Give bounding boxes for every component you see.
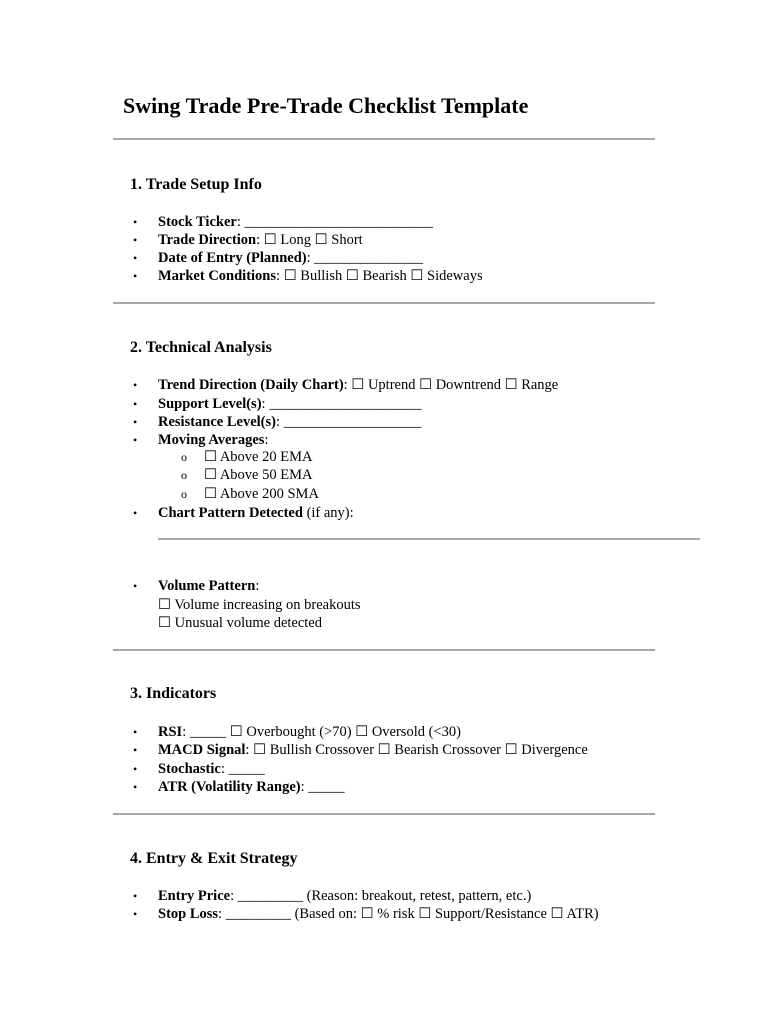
- document-title: Swing Trade Pre-Trade Checklist Template: [123, 93, 529, 118]
- item-separator: :: [276, 268, 284, 284]
- sub-bullet-icon: o: [181, 468, 187, 482]
- sub-item-label: ☐ Above 200 SMA: [204, 486, 319, 502]
- item-label: Volume Pattern: [158, 578, 256, 594]
- bullet-icon: •: [133, 506, 138, 520]
- item-label: ATR (Volatility Range): [158, 779, 301, 795]
- rsi-field[interactable]: _____ ☐ Overbought (>70) ☐ Oversold (<30): [189, 724, 461, 740]
- trade-direction-options[interactable]: ☐ Long ☐ Short: [263, 232, 363, 248]
- item-separator: :: [261, 396, 270, 412]
- item-separator: :: [306, 250, 315, 266]
- item-separator: :: [236, 214, 245, 230]
- item-separator: :: [300, 779, 309, 795]
- trend-direction-options[interactable]: ☐ Uptrend ☐ Downtrend ☐ Range: [351, 377, 559, 393]
- item-label: Resistance Level(s): [158, 414, 276, 430]
- bullet-icon: •: [133, 215, 138, 229]
- bullet-icon: •: [133, 415, 138, 429]
- item-label: Support Level(s): [158, 396, 262, 412]
- item-separator: :: [256, 232, 264, 248]
- bullet-icon: •: [133, 579, 138, 593]
- market-conditions-options[interactable]: ☐ Bullish ☐ Bearish ☐ Sideways: [283, 268, 483, 284]
- bullet-icon: •: [133, 889, 138, 903]
- stock-ticker-field[interactable]: __________________________: [244, 214, 433, 230]
- item-separator: :: [264, 432, 269, 448]
- bullet-icon: •: [133, 725, 138, 739]
- item-separator: :: [220, 761, 229, 777]
- sub-bullet-icon: o: [181, 487, 187, 501]
- stochastic-field[interactable]: _____: [228, 761, 265, 777]
- volume-option-unusual[interactable]: ☐ Unusual volume detected: [158, 615, 322, 631]
- bullet-icon: •: [133, 907, 138, 921]
- item-separator: :: [182, 724, 190, 740]
- item-note: (if any):: [306, 505, 354, 521]
- section-heading-indicators: 3. Indicators: [130, 685, 217, 702]
- item-label: Trade Direction: [158, 232, 257, 248]
- item-separator: :: [343, 377, 352, 393]
- item-label: Chart Pattern Detected: [158, 505, 303, 521]
- divider: [113, 813, 655, 815]
- item-label: RSI: [158, 724, 183, 740]
- bullet-icon: •: [133, 397, 138, 411]
- bullet-icon: •: [133, 269, 138, 283]
- bullet-icon: •: [133, 762, 138, 776]
- chart-pattern-answer-line[interactable]: [158, 538, 700, 540]
- item-separator: :: [255, 578, 260, 594]
- item-label: Entry Price: [158, 888, 231, 904]
- atr-field[interactable]: _____: [308, 779, 345, 795]
- item-separator: :: [218, 906, 226, 922]
- bullet-icon: •: [133, 233, 138, 247]
- bullet-icon: •: [133, 743, 138, 757]
- date-of-entry-field[interactable]: _______________: [314, 250, 424, 266]
- item-separator: :: [230, 888, 238, 904]
- macd-signal-options[interactable]: ☐ Bullish Crossover ☐ Bearish Crossover ☐ Divergence: [253, 742, 588, 758]
- resistance-levels-field[interactable]: ___________________: [283, 414, 422, 430]
- section-heading-technical-analysis: 2. Technical Analysis: [130, 339, 272, 356]
- bullet-icon: •: [133, 780, 138, 794]
- bullet-icon: •: [133, 433, 138, 447]
- divider: [113, 302, 655, 304]
- volume-option-increasing[interactable]: ☐ Volume increasing on breakouts: [158, 597, 361, 613]
- bullet-icon: •: [133, 251, 138, 265]
- item-label: Date of Entry (Planned): [158, 250, 307, 266]
- item-label: Stop Loss: [158, 906, 219, 922]
- item-label: Trend Direction (Daily Chart): [158, 377, 344, 393]
- item-separator: :: [245, 742, 254, 758]
- stop-loss-field[interactable]: _________ (Based on: ☐ % risk ☐ Support/Resistance ☐ ATR): [225, 906, 599, 922]
- support-levels-field[interactable]: _____________________: [269, 396, 422, 412]
- entry-price-field[interactable]: _________ (Reason: breakout, retest, pattern, etc.): [237, 888, 532, 904]
- item-label: Stock Ticker: [158, 214, 237, 230]
- item-separator: :: [275, 414, 284, 430]
- section-heading-entry-exit: 4. Entry & Exit Strategy: [130, 850, 298, 867]
- item-label: MACD Signal: [158, 742, 246, 758]
- item-label: Moving Averages: [158, 432, 265, 448]
- item-label: Market Conditions: [158, 268, 277, 284]
- bullet-icon: •: [133, 378, 138, 392]
- item-label: Stochastic: [158, 761, 221, 777]
- divider: [113, 138, 655, 140]
- sub-bullet-icon: o: [181, 450, 187, 464]
- section-heading-trade-setup: 1. Trade Setup Info: [130, 176, 262, 193]
- divider: [113, 649, 655, 651]
- sub-item-label: ☐ Above 50 EMA: [204, 467, 313, 483]
- sub-item-label: ☐ Above 20 EMA: [204, 449, 313, 465]
